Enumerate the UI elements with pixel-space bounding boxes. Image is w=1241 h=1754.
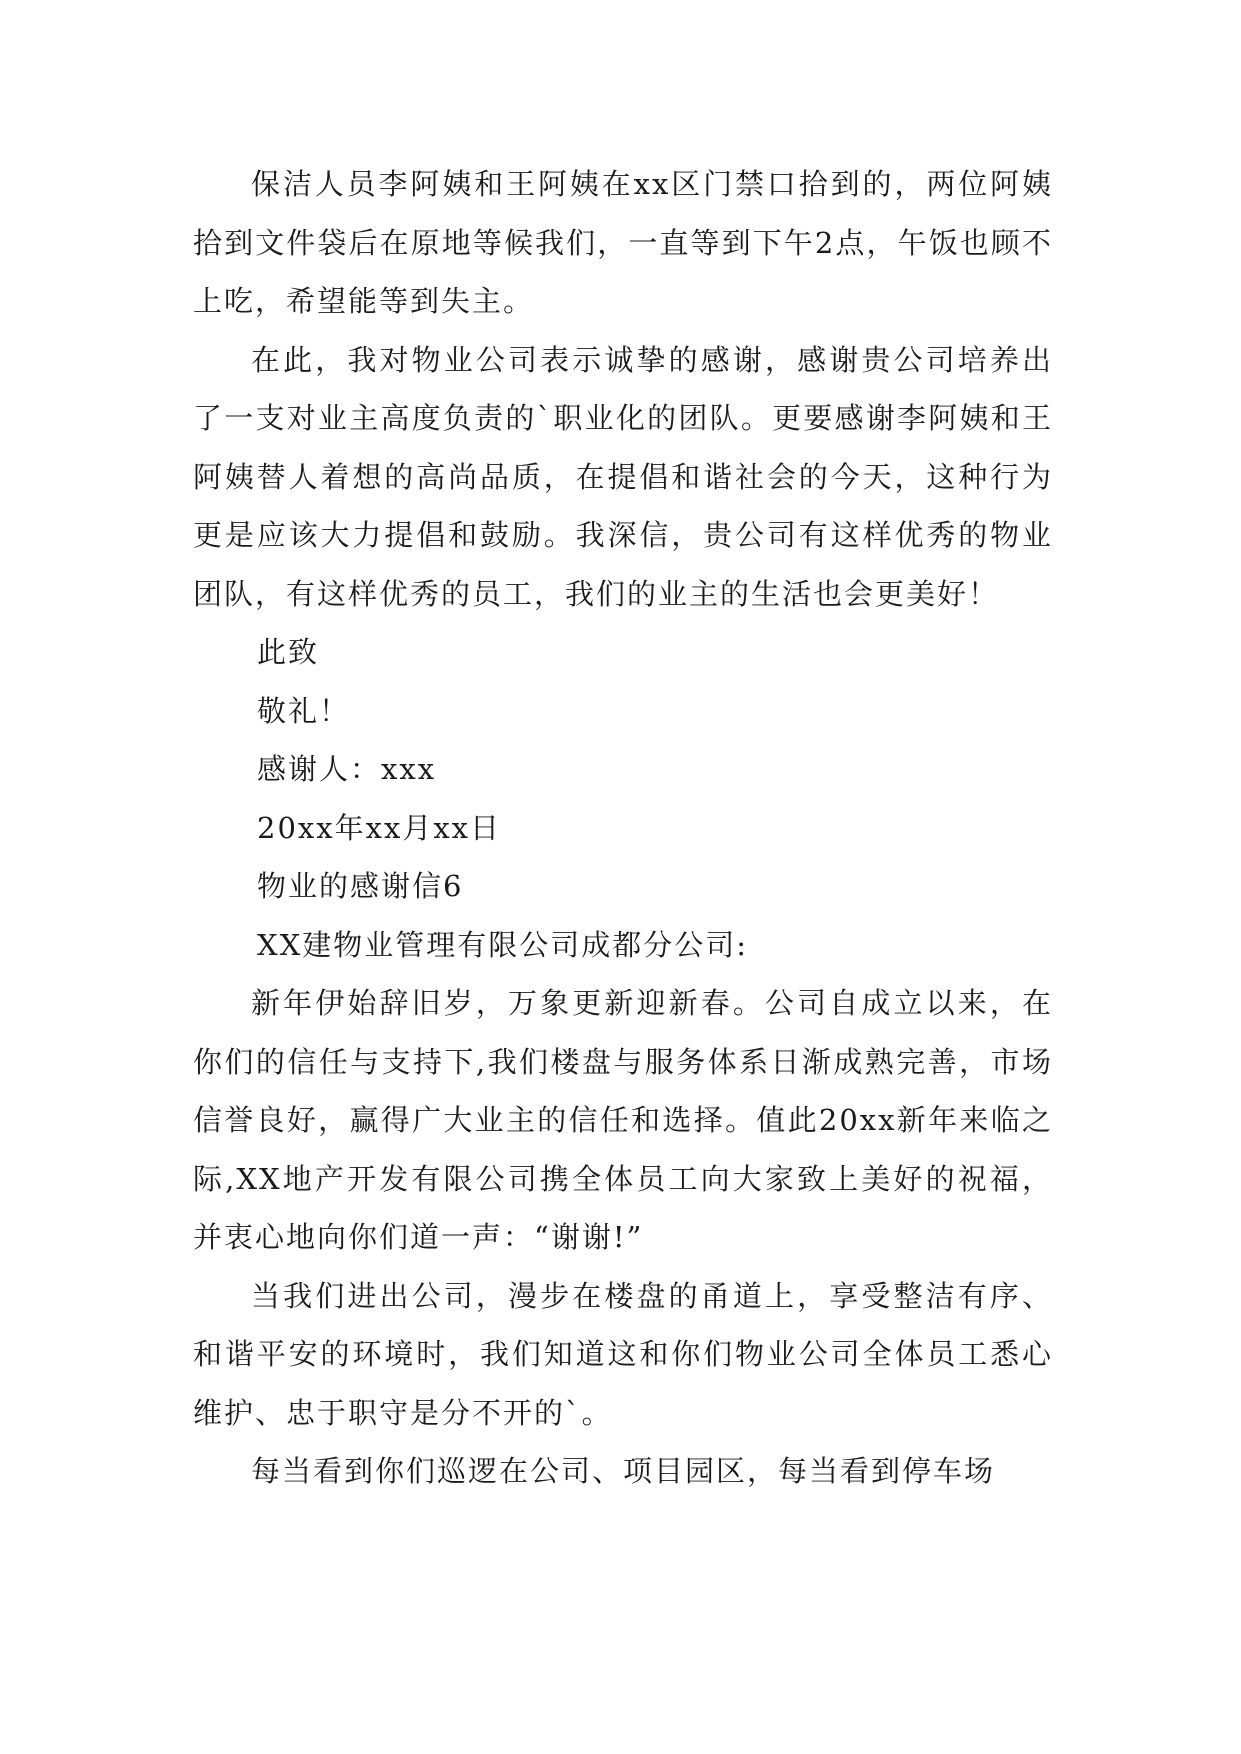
paragraph-environment: 当我们进出公司，漫步在楼盘的甬道上，享受整洁有序、和谐平安的环境时，我们知道这和你们物业公司全体员工悉心维护、忠于职守是分不开的`。 [193,1278,1053,1430]
date-line: 20xx年xx月xx日 [257,810,502,845]
paragraph-thanks-property-company: 在此，我对物业公司表示诚挚的感谢，感谢贵公司培养出了一支对业主高度负责的`职业化的团队。更要感谢李阿姨和王阿姨替人着想的高尚品质，在提倡和谐社会的今天，这种行为更是应该大力提倡和鼓励。我深信，贵公司有这样优秀的物业团队，有这样优秀的员工，我们的业主的生活也会更美好！ [193,342,1053,611]
salutation: XX建物业管理有限公司成都分公司: [257,927,749,962]
paragraph-new-year-greeting: 新年伊始辞旧岁，万象更新迎新春。公司自成立以来，在你们的信任与支持下,我们楼盘与服务体系日渐成熟完善，市场信誉良好，赢得广大业主的信任和选择。值此20xx新年来临之际,XX地产开发有限公司携全体员工向大家致上美好的祝福，并衷心地向你们道一声：“谢谢!” [193,986,1053,1254]
document-body [193,155,1053,1501]
signer-line: 感谢人：xxx [257,752,437,786]
closing-ci-zhi: 此致 [257,635,320,669]
closing-jing-li: 敬礼！ [257,693,351,728]
paragraph-patrol: 每当看到你们巡逻在公司、项目园区，每当看到停车场 [251,1454,996,1488]
section-title: 物业的感谢信6 [257,869,464,903]
paragraph-cleaners-found-bag: 保洁人员李阿姨和王阿姨在xx区门禁口拾到的，两位阿姨拾到文件袋后在原地等候我们，一直等到下午2点，午饭也顾不上吃，希望能等到失主。 [193,167,1053,318]
